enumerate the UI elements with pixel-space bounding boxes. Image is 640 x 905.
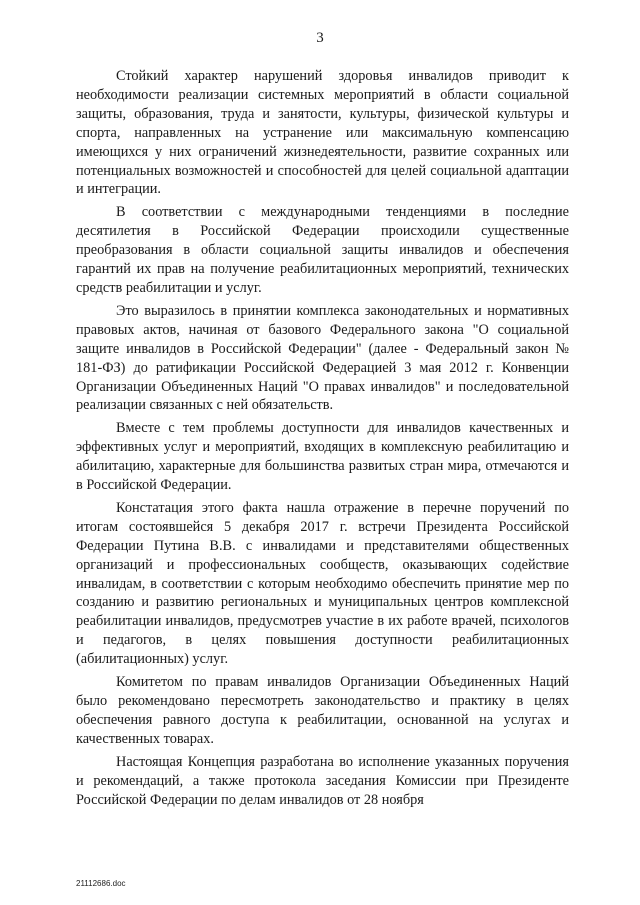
paragraph: Настоящая Концепция разработана во исполнение указанных поручения и рекомендаций, а также протокола заседания Комиссии при Президенте Российской Федерации по делам инвалидов от 28 ноября [76, 753, 569, 808]
paragraph: Комитетом по правам инвалидов Организации Объединенных Наций было рекомендовано пересмотреть законодательство и практику в целях обеспечения равного доступа к реабилитации, основанной на услугах и качественных товарах. [76, 674, 569, 747]
paragraph: Констатация этого факта нашла отражение в перечне поручений по итогам состоявшейся 5 декабря 2017 г. встречи Президента Российской Федерации Путина В.В. с инвалидами и представителями общественных организаций и профессиональных сообществ, оказывающих содействие инвалидам, в соответствии с которым необходимо обеспечить принятие мер по созданию и развитию региональных и муниципальных центров комплексной реабилитации инвалидов, предусмотрев участие в их работе врачей, психологов и педагогов, в целях повышения доступности реабилитационных (абилитационных) услуг. [76, 499, 569, 668]
document-body [76, 67, 569, 813]
paragraph: Это выразилось в принятии комплекса законодательных и нормативных правовых актов, начиная от базового Федерального закона "О социальной защите инвалидов в Российской Федерации" (далее - Федеральный закон № 181-ФЗ) до ратификации Российской Федерацией 3 мая 2012 г. Конвенции Организации Объединенных Наций "О правах инвалидов" и последовательной реализации связанных с ней обязательств. [76, 302, 569, 414]
document-filename: 21112686.doc [76, 879, 126, 888]
paragraph: Вместе с тем проблемы доступности для инвалидов качественных и эффективных услуг и мероприятий, входящих в комплексную реабилитацию и абилитацию, характерные для большинства развитых стран мира, отмечаются и в Российской Федерации. [76, 420, 569, 494]
paragraph: В соответствии с международными тенденциями в последние десятилетия в Российской Федерации происходили существенные преобразования в области социальной защиты инвалидов и обеспечения гарантий их прав на получение реабилитационных мероприятий, технических средств реабилитации и услуг. [76, 204, 569, 296]
paragraph: Стойкий характер нарушений здоровья инвалидов приводит к необходимости реализации системных мероприятий в области социальной защиты, образования, труда и занятости, культуры, физической культуры и спорта, направленных на устранение или максимальную компенсацию имеющихся у них ограничений жизнедеятельности, развитие сохранных или потенциальных возможностей и способностей для целей социальной адаптации и интеграции. [76, 68, 569, 198]
page-number: 3 [316, 30, 324, 46]
